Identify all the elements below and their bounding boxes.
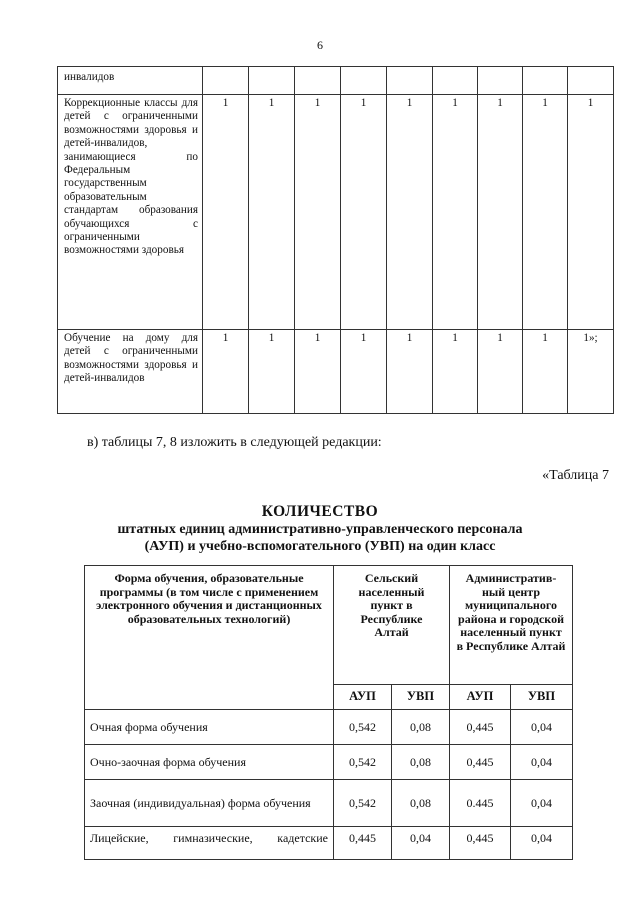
cell: 1 — [433, 330, 478, 414]
cell: 1 — [203, 95, 249, 330]
cell: 1 — [203, 330, 249, 414]
cell: 1 — [387, 330, 433, 414]
heading-line: (АУП) и учебно-вспомогательного (УВП) на один класс — [144, 539, 496, 554]
cell: 1 — [568, 95, 614, 330]
row-label — [85, 827, 334, 860]
row-label: Очная форма обучения — [85, 710, 334, 745]
row-label: Заочная (индивидуальная) форма обучения — [85, 780, 334, 827]
cell: 1 — [433, 95, 478, 330]
table-heading — [0, 503, 640, 555]
table-row — [58, 95, 614, 330]
table-row — [85, 710, 573, 745]
row-label: Коррекционные классы для детей с ограниченными возможностями здоровья и детей-инвалидов, занимающиеся по Федеральным государственным образовательным стандартам образования обучающихся с ограниченными возможностями здоровья — [58, 95, 203, 330]
cell: 0,445 — [450, 710, 511, 745]
cell — [433, 67, 478, 95]
cell: 0,542 — [334, 780, 392, 827]
header-rural: Сельский населенный пункт в Республике Алтай — [334, 566, 450, 685]
cell: 1 — [478, 330, 523, 414]
cell: 1 — [387, 95, 433, 330]
table-row — [85, 780, 573, 827]
cell — [249, 67, 295, 95]
header-uvp: УВП — [511, 685, 573, 710]
cell: 0,08 — [392, 780, 450, 827]
table-row — [58, 67, 614, 95]
header-form: Форма обучения, образовательные программы (в том числе с применением электронного обучения и дистанционных образовательных технологий) — [85, 566, 334, 710]
header-admin-center: Административ-ный центр муниципального района и городской населенный пункт в Республике Алтай — [450, 566, 573, 685]
cell: 0,445 — [334, 827, 392, 860]
table-row — [85, 827, 573, 860]
cell: 0,08 — [392, 745, 450, 780]
row-label: Обучение на дому для детей с ограниченными возможностями здоровья и детей-инвалидов — [58, 330, 203, 414]
cell: 1 — [249, 330, 295, 414]
header-aup: АУП — [334, 685, 392, 710]
cell — [523, 67, 568, 95]
table-staff-units — [84, 565, 573, 860]
cell: 0,04 — [511, 710, 573, 745]
cell: 0.445 — [450, 780, 511, 827]
header-aup: АУП — [450, 685, 511, 710]
table-row — [58, 330, 614, 414]
row-label-text: Лицейские, гимназические, кадетские — [90, 831, 328, 845]
row-label: Очно-заочная форма обучения — [85, 745, 334, 780]
cell: 0,08 — [392, 710, 450, 745]
cell — [387, 67, 433, 95]
cell: 0,542 — [334, 745, 392, 780]
cell: 0,04 — [511, 745, 573, 780]
cell: 1»; — [568, 330, 614, 414]
cell: 1 — [295, 95, 341, 330]
cell: 1 — [523, 330, 568, 414]
cell — [478, 67, 523, 95]
cell: 0,542 — [334, 710, 392, 745]
cell: 0,04 — [392, 827, 450, 860]
row-label: инвалидов — [58, 67, 203, 95]
cell — [203, 67, 249, 95]
cell: 0,445 — [450, 745, 511, 780]
cell — [295, 67, 341, 95]
cell — [341, 67, 387, 95]
cell: 0,04 — [511, 780, 573, 827]
table-row — [85, 745, 573, 780]
cell — [568, 67, 614, 95]
heading-title: КОЛИЧЕСТВО — [261, 503, 379, 520]
cell: 1 — [478, 95, 523, 330]
cell: 0,445 — [450, 827, 511, 860]
amendment-instruction: в) таблицы 7, 8 изложить в следующей редакции: — [87, 435, 382, 450]
cell: 0,04 — [511, 827, 573, 860]
header-uvp: УВП — [392, 685, 450, 710]
cell: 1 — [295, 330, 341, 414]
cell: 1 — [341, 95, 387, 330]
cell: 1 — [341, 330, 387, 414]
cell: 1 — [249, 95, 295, 330]
heading-line: штатных единиц административно-управленческого персонала — [117, 522, 523, 537]
page-number: 6 — [317, 38, 323, 52]
cell: 1 — [523, 95, 568, 330]
table-reference: «Таблица 7 — [542, 468, 609, 483]
table-classes — [57, 66, 614, 414]
